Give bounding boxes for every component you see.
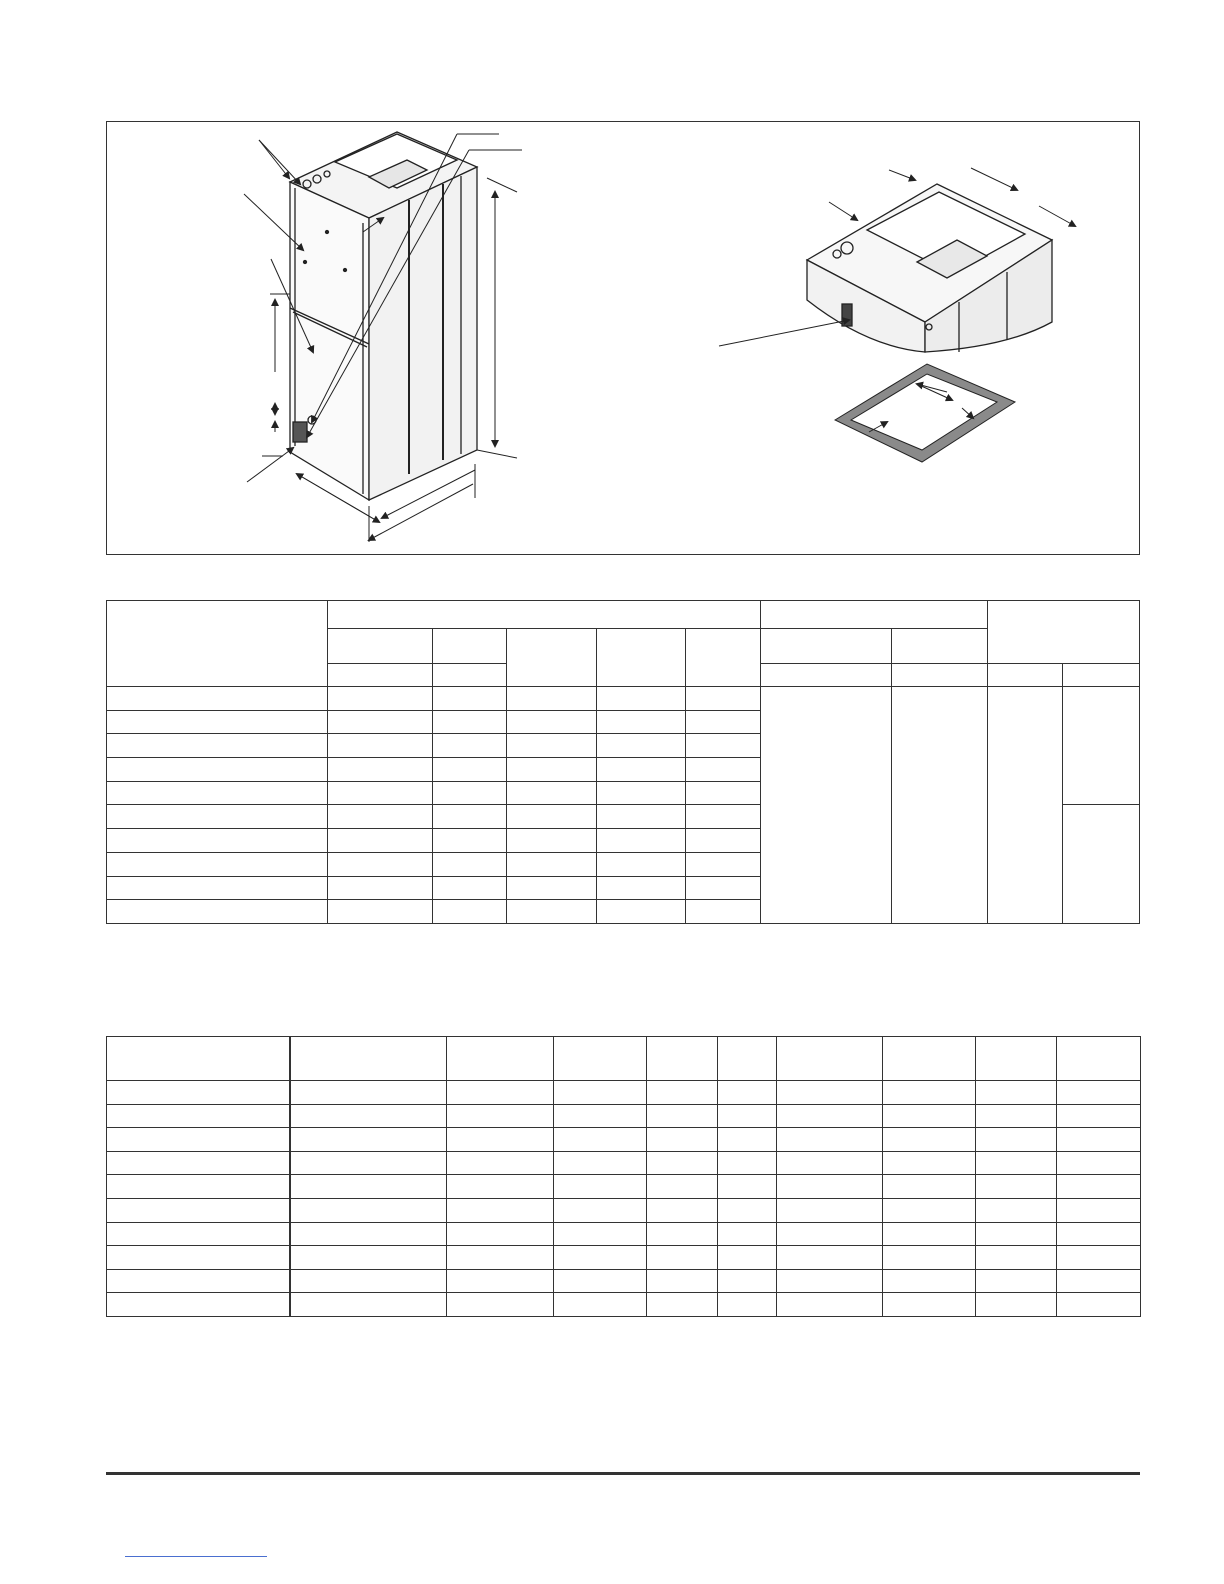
dims-merged-cell — [892, 687, 988, 924]
specs-cell — [554, 1081, 647, 1105]
specs-cell — [290, 1198, 447, 1222]
specs-cell — [777, 1128, 883, 1152]
dims-cell — [328, 876, 433, 900]
dims-subheader — [433, 629, 507, 664]
specs-cell — [290, 1151, 447, 1175]
dims-cell — [507, 900, 597, 924]
specs-header-cell — [107, 1037, 290, 1081]
dims-cell — [328, 900, 433, 924]
specs-cell — [1057, 1151, 1141, 1175]
dims-cell — [507, 710, 597, 734]
specs-cell — [883, 1269, 976, 1293]
dims-cell — [328, 758, 433, 782]
specifications-table — [106, 1036, 1141, 1317]
dims-cell — [328, 710, 433, 734]
dims-cell — [328, 687, 433, 711]
dims-cell — [686, 805, 761, 829]
specs-cell — [1057, 1175, 1141, 1199]
specs-cell — [777, 1081, 883, 1105]
specs-cell — [647, 1269, 718, 1293]
specs-cell — [777, 1293, 883, 1317]
dims-cell — [107, 876, 328, 900]
specs-cell — [976, 1081, 1057, 1105]
specs-cell — [777, 1104, 883, 1128]
specs-cell — [290, 1246, 447, 1270]
dims-cell — [107, 758, 328, 782]
dims-subheader — [686, 629, 761, 687]
dims-header-group-a — [328, 601, 761, 629]
specs-cell — [647, 1151, 718, 1175]
dims-cell — [507, 758, 597, 782]
specs-cell — [107, 1081, 290, 1105]
dimension-figure — [106, 121, 1140, 555]
dims-unit-cell — [761, 664, 892, 687]
specs-cell — [447, 1293, 554, 1317]
specs-cell — [976, 1246, 1057, 1270]
specs-cell — [976, 1293, 1057, 1317]
dims-cell — [107, 781, 328, 805]
dims-cell — [597, 829, 686, 853]
specs-cell — [718, 1104, 777, 1128]
dims-cell — [328, 829, 433, 853]
specs-cell — [647, 1293, 718, 1317]
specs-cell — [883, 1198, 976, 1222]
table-row — [107, 1175, 1141, 1199]
dims-subheader — [328, 629, 433, 664]
specs-cell — [107, 1104, 290, 1128]
specs-cell — [1057, 1222, 1141, 1246]
dims-cell — [107, 710, 328, 734]
dimensions-table — [106, 600, 1140, 924]
specs-cell — [554, 1151, 647, 1175]
specs-cell — [554, 1104, 647, 1128]
specs-cell — [447, 1151, 554, 1175]
specs-cell — [976, 1104, 1057, 1128]
dims-unit-cell — [433, 664, 507, 687]
dims-merged-cell — [1063, 687, 1140, 805]
dims-cell — [597, 758, 686, 782]
specs-cell — [883, 1222, 976, 1246]
specs-cell — [976, 1222, 1057, 1246]
specs-cell — [883, 1128, 976, 1152]
dims-merged-cell — [988, 687, 1063, 924]
dims-cell — [597, 876, 686, 900]
specs-header-cell — [647, 1037, 718, 1081]
specs-cell — [647, 1128, 718, 1152]
specs-header-cell — [1057, 1037, 1141, 1081]
specs-cell — [883, 1081, 976, 1105]
specs-cell — [107, 1246, 290, 1270]
specs-cell — [883, 1246, 976, 1270]
specs-cell — [107, 1293, 290, 1317]
specs-cell — [777, 1246, 883, 1270]
footer-link-underline[interactable] — [125, 1556, 267, 1557]
dims-header-group-c — [988, 601, 1140, 664]
table-row — [107, 1104, 1141, 1128]
specs-cell — [647, 1198, 718, 1222]
specs-cell — [777, 1151, 883, 1175]
table-row — [107, 1198, 1141, 1222]
filter-frame — [835, 364, 1015, 462]
footer-rule — [106, 1472, 1140, 1475]
specs-cell — [883, 1104, 976, 1128]
dims-subheader — [597, 629, 686, 687]
dims-merged-cell — [761, 687, 892, 924]
specs-cell — [1057, 1246, 1141, 1270]
specs-cell — [718, 1246, 777, 1270]
specs-cell — [290, 1175, 447, 1199]
dims-cell — [433, 687, 507, 711]
dims-cell — [328, 852, 433, 876]
specs-cell — [647, 1081, 718, 1105]
specs-cell — [554, 1269, 647, 1293]
specs-header-row — [107, 1037, 1141, 1081]
specs-cell — [554, 1198, 647, 1222]
specs-cell — [447, 1246, 554, 1270]
specs-cell — [107, 1151, 290, 1175]
dims-cell — [507, 876, 597, 900]
top-section-unit — [807, 184, 1052, 352]
specs-cell — [554, 1222, 647, 1246]
dims-unit-cell — [1063, 664, 1140, 687]
air-handler-drawing — [107, 122, 1141, 556]
dims-cell — [686, 734, 761, 758]
upright-unit — [290, 132, 477, 500]
specs-cell — [290, 1222, 447, 1246]
specs-header-cell — [554, 1037, 647, 1081]
dims-cell — [507, 781, 597, 805]
dims-cell — [328, 805, 433, 829]
dims-cell — [686, 829, 761, 853]
specs-cell — [554, 1175, 647, 1199]
dims-cell — [597, 900, 686, 924]
dims-unit-cell — [892, 664, 988, 687]
dims-cell — [686, 687, 761, 711]
specs-cell — [1057, 1128, 1141, 1152]
dims-subheader — [507, 629, 597, 687]
specs-cell — [718, 1175, 777, 1199]
specs-cell — [1057, 1198, 1141, 1222]
dims-cell — [328, 734, 433, 758]
specs-cell — [777, 1198, 883, 1222]
specs-cell — [447, 1104, 554, 1128]
table-row — [107, 1151, 1141, 1175]
table-row — [107, 1293, 1141, 1317]
specs-cell — [1057, 1104, 1141, 1128]
specs-cell — [718, 1269, 777, 1293]
specs-cell — [718, 1222, 777, 1246]
specs-cell — [976, 1128, 1057, 1152]
specs-cell — [447, 1128, 554, 1152]
specs-cell — [447, 1081, 554, 1105]
specs-cell — [290, 1081, 447, 1105]
specs-cell — [107, 1269, 290, 1293]
specs-cell — [647, 1222, 718, 1246]
specs-cell — [447, 1222, 554, 1246]
specs-cell — [1057, 1293, 1141, 1317]
specs-cell — [647, 1175, 718, 1199]
specs-cell — [777, 1269, 883, 1293]
specs-cell — [554, 1293, 647, 1317]
specs-header-cell — [976, 1037, 1057, 1081]
specs-cell — [290, 1104, 447, 1128]
dims-cell — [597, 781, 686, 805]
specs-cell — [976, 1269, 1057, 1293]
specs-cell — [447, 1175, 554, 1199]
dims-cell — [597, 710, 686, 734]
specs-cell — [554, 1128, 647, 1152]
dims-cell — [686, 781, 761, 805]
specs-cell — [718, 1151, 777, 1175]
dims-cell — [597, 852, 686, 876]
dims-cell — [507, 687, 597, 711]
dims-header-group-b — [761, 601, 988, 629]
specs-cell — [883, 1293, 976, 1317]
dims-cell — [686, 758, 761, 782]
specs-cell — [1057, 1081, 1141, 1105]
dims-subheader — [892, 629, 988, 664]
dims-cell — [507, 805, 597, 829]
specs-cell — [718, 1081, 777, 1105]
dims-cell — [507, 852, 597, 876]
specs-cell — [976, 1198, 1057, 1222]
specs-cell — [647, 1246, 718, 1270]
dims-cell — [507, 829, 597, 853]
specs-cell — [290, 1293, 447, 1317]
dims-cell — [433, 781, 507, 805]
specs-header-cell — [290, 1037, 447, 1081]
specs-cell — [107, 1128, 290, 1152]
table-row — [107, 1128, 1141, 1152]
dims-cell — [433, 758, 507, 782]
dims-merged-cell — [1063, 805, 1140, 923]
dims-cell — [507, 734, 597, 758]
dims-unit-cell — [988, 664, 1063, 687]
specs-cell — [554, 1246, 647, 1270]
dims-cell — [328, 781, 433, 805]
dims-subheader — [761, 629, 892, 664]
dims-header-model — [107, 601, 328, 687]
specs-cell — [107, 1222, 290, 1246]
table-row — [107, 687, 1140, 711]
specs-cell — [777, 1175, 883, 1199]
dims-cell — [597, 687, 686, 711]
dims-cell — [597, 734, 686, 758]
specs-cell — [107, 1198, 290, 1222]
table-row — [107, 1222, 1141, 1246]
specs-cell — [777, 1222, 883, 1246]
specs-cell — [290, 1128, 447, 1152]
dims-cell — [107, 687, 328, 711]
table-row — [107, 1081, 1141, 1105]
table-row — [107, 1246, 1141, 1270]
specs-cell — [718, 1128, 777, 1152]
specs-header-cell — [777, 1037, 883, 1081]
specs-cell — [976, 1175, 1057, 1199]
dims-cell — [686, 710, 761, 734]
dims-cell — [433, 710, 507, 734]
specs-cell — [447, 1269, 554, 1293]
specs-cell — [883, 1175, 976, 1199]
specs-cell — [883, 1151, 976, 1175]
specs-cell — [718, 1198, 777, 1222]
dims-cell — [433, 900, 507, 924]
specs-cell — [976, 1151, 1057, 1175]
dims-cell — [433, 829, 507, 853]
dims-cell — [433, 852, 507, 876]
dims-cell — [686, 852, 761, 876]
specs-body — [107, 1081, 1141, 1317]
dims-unit-cell — [328, 664, 433, 687]
specs-header-cell — [447, 1037, 554, 1081]
dims-cell — [433, 734, 507, 758]
dims-cell — [107, 900, 328, 924]
specs-cell — [447, 1198, 554, 1222]
dims-cell — [433, 805, 507, 829]
specs-cell — [290, 1269, 447, 1293]
dims-cell — [107, 829, 328, 853]
dims-cell — [433, 876, 507, 900]
dims-cell — [107, 734, 328, 758]
dims-cell — [597, 805, 686, 829]
dims-cell — [107, 805, 328, 829]
specs-cell — [1057, 1269, 1141, 1293]
dims-cell — [686, 900, 761, 924]
table-row — [107, 1269, 1141, 1293]
specs-cell — [107, 1175, 290, 1199]
specs-header-cell — [718, 1037, 777, 1081]
specs-cell — [718, 1293, 777, 1317]
dims-cell — [107, 852, 328, 876]
dims-cell — [686, 876, 761, 900]
specs-header-cell — [883, 1037, 976, 1081]
specs-cell — [647, 1104, 718, 1128]
